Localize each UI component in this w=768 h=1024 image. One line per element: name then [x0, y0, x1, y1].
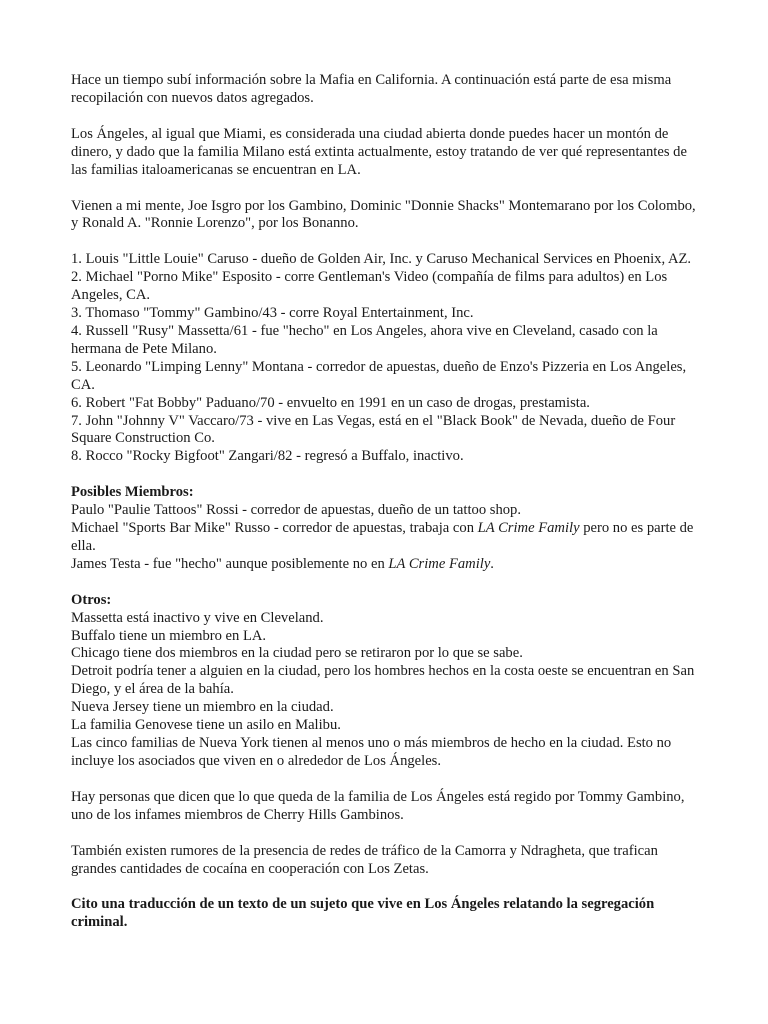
intro-paragraph: Hace un tiempo subí información sobre la Mafia en California. A continuación está parte de esa misma recopilación con nuevos datos agregados. — [71, 72, 672, 106]
list-item: Detroit podría tener a alguien en la ciudad, pero los hombres hechos en la costa oeste se encuentran en San Diego, y el área de la bahía. — [71, 663, 695, 698]
russo-text-end: pero no es parte de ella. — [71, 520, 694, 554]
testa-text-end: . — [490, 555, 494, 572]
list-item: La familia Genovese tiene un asilo en Malibu. — [71, 717, 341, 734]
members-list — [71, 251, 701, 466]
list-item: Massetta está inactivo y vive en Cleveland. — [71, 609, 324, 626]
list-item: Buffalo tiene un miembro en LA. — [71, 627, 267, 644]
list-item: Chicago tiene dos miembros en la ciudad pero se retiraron por lo que se sabe. — [71, 645, 523, 662]
camorra-paragraph: También existen rumores de la presencia de redes de tráfico de la Camorra y Ndragheta, que trafican grandes cantidades de cocaína en cooperación con Los Zetas. — [71, 842, 658, 877]
possible-members-section — [71, 484, 701, 574]
representatives-paragraph: Vienen a mi mente, Joe Isgro por los Gambino, Dominic "Donnie Shacks" Montemarano por los Colombo, y Ronald A. "Ronnie Lorenzo", por los Bonanno. — [71, 197, 696, 232]
others-section — [71, 592, 701, 771]
list-item: 5. Leonardo "Limping Lenny" Montana - corredor de apuestas, dueño de Enzo's Pizzeria en Los Angeles, CA. — [71, 358, 687, 393]
list-item: Paulo "Paulie Tattoos" Rossi - corredor de apuestas, dueño de un tattoo shop. — [71, 502, 521, 519]
quote-intro-paragraph: Cito una traducción de un texto de un sujeto que vive en Los Ángeles relatando la segregación criminal. — [71, 896, 655, 931]
list-item: 3. Thomaso "Tommy" Gambino/43 - corre Royal Entertainment, Inc. — [71, 305, 474, 322]
list-item: 8. Rocco "Rocky Bigfoot" Zangari/82 - regresó a Buffalo, inactivo. — [71, 448, 464, 465]
los-angeles-paragraph: Los Ángeles, al igual que Miami, es considerada una ciudad abierta donde puedes hacer un montón de dinero, y dado que la familia Milano está extinta actualmente, estoy tratando de ver qué representantes de las familias italoamericanas se encuentran en LA. — [71, 125, 687, 178]
possible-members-heading: Posibles Miembros: — [71, 484, 194, 501]
list-item: Las cinco familias de Nueva York tienen al menos uno o más miembros de hecho en la ciudad. Esto no incluye los asociados que viven en o alrededor de Los Ángeles. — [71, 735, 672, 769]
gambino-paragraph: Hay personas que dicen que lo que queda de la familia de Los Ángeles está regido por Tommy Gambino, uno de los infames miembros de Cherry Hills Gambinos. — [71, 788, 685, 823]
others-heading: Otros: — [71, 591, 112, 608]
list-item — [71, 556, 701, 574]
list-item: 4. Russell "Rusy" Massetta/61 - fue "hecho" en Los Angeles, ahora vive en Cleveland, casado con la hermana de Pete Milano. — [71, 322, 658, 357]
list-item: 1. Louis "Little Louie" Caruso - dueño de Golden Air, Inc. y Caruso Mechanical Services en Phoenix, AZ. — [71, 251, 692, 268]
list-item: 2. Michael "Porno Mike" Esposito - corre Gentleman's Video (compañía de films para adultos) en Los Angeles, CA. — [71, 269, 668, 304]
list-item — [71, 520, 701, 556]
list-item: 7. John "Johnny V" Vaccaro/73 - vive en Las Vegas, está en el "Black Book" de Nevada, dueño de Four Square Construction Co. — [71, 412, 676, 447]
testa-emphasis: LA Crime Family — [388, 555, 491, 572]
document-body — [71, 72, 701, 950]
list-item: Nueva Jersey tiene un miembro en la ciudad. — [71, 699, 334, 716]
russo-text: Michael "Sports Bar Mike" Russo - corredor de apuestas, trabaja con — [71, 520, 478, 537]
russo-emphasis: LA Crime Family — [477, 520, 580, 537]
list-item: 6. Robert "Fat Bobby" Paduano/70 - envuelto en 1991 en un caso de drogas, prestamista. — [71, 394, 590, 411]
testa-text: James Testa - fue "hecho" aunque posiblemente no en — [71, 555, 389, 572]
